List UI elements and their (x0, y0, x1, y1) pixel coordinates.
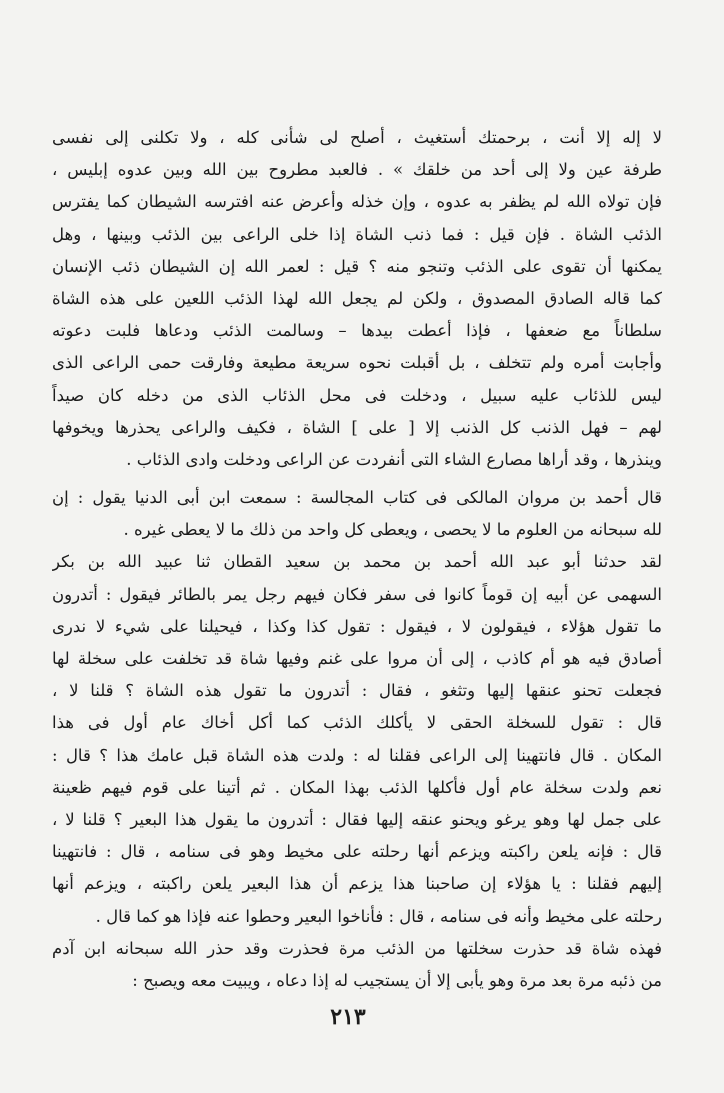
text-line: السهمى عن أبيه إن قوماً كانوا فى سفر فكان فيهم رجل يمر بالطائر فيقول : أتدرون (52, 584, 662, 604)
text-line: أصادق فيه هو أم كاذب ، إلى أن مروا على غنم وفيها شاة قد تخلفت على سخلة لها (52, 649, 662, 668)
page-number: ٢١٣ (330, 1004, 366, 1030)
text-line: قال أحمد بن مروان المالكى فى كتاب المجالسة : سمعت ابن أبى الدنيا يقول : إن (52, 488, 662, 508)
text-line: فجعلت تحنو عنقها إليها وتثغو ، فقال : أتدرون ما تقول هذه الشاة ؟ قلنا لا ، (52, 681, 662, 701)
text-line: قال : فإنه يلعن راكبته ويزعم أنها رحلته على مخيط وهو فى سنامه ، قال : فانتهينا (52, 842, 662, 862)
text-line: نعم ولدت سخلة عام أول فأكلها الذئب بهذا المكان . ثم أتينا على قوم فيهم ظعينة (52, 777, 662, 797)
paragraph (52, 122, 662, 476)
text-line: فإن تولاه الله لم يظفر به عدوه ، وإن خذله وأعرض عنه افترسه الشيطان كما يفترس (52, 192, 662, 212)
text-line: طرفة عين ولا إلى أحد من خلقك » . فالعبد مطروح بين الله وبين عدوه إبليس ، (52, 160, 662, 180)
text-line: على جمل لها وهو يرغو ويحنو عنقه إليها فقال : أتدرون ما يقول هذا البعير ؟ قلنا لا ، (52, 809, 662, 829)
text-line: كما قاله الصادق المصدوق ، ولكن لم يجعل الله لهذا الذئب اللعين على هذه الشاة (52, 288, 662, 308)
text-line: سلطاناً مع ضعفها ، فإذا أعطت بيدها – وسالمت الذئب ودعاها فلبت دعوته (52, 321, 662, 341)
text-line: فهذه شاة قد حذرت سخلتها من الذئب مرة فحذرت وقد حذر الله سبحانه ابن آدم (52, 938, 662, 958)
paragraph (52, 933, 662, 997)
text-line: لقد حدثنا أبو عبد الله أحمد بن محمد بن سعيد القطان ثنا عبيد الله بن بكر (52, 552, 662, 572)
paragraph (52, 546, 662, 932)
text-line: وينذرها ، وقد أراها مصارع الشاء التى أنفردت عن الراعى ودخلت وادى الذئاب . (126, 449, 662, 469)
paragraph (52, 482, 662, 546)
text-line: المكان . قال فانتهينا إلى الراعى فقلنا له : ولدت هذه الشاة قبل عامك هذا ؟ قال : (52, 745, 662, 765)
text-line: الذئب الشاة . فإن قيل : فما ذنب الشاة إذا خلى الراعى بين الذئب وبينها ، وهل (52, 224, 662, 244)
text-line: رحلته على مخيط وأنه فى سنامه ، قال : فأناخوا البعير وحطوا عنه فإذا هو كما قال . (95, 906, 662, 926)
text-line: يمكنها أن تقوى على الذئب وتنجو منه ؟ قيل : لعمر الله إن الشيطان ذئب الإنسان (52, 256, 662, 276)
text-line: لله سبحانه من العلوم ما لا يحصى ، ويعطى كل واحد من ذلك ما لا يعطى غيره . (123, 520, 662, 540)
text-line: إليهم فقلنا : يا هؤلاء إن صاحبنا هذا يزعم أن هذا البعير يلعن راكبته ، ويزعم أنها (52, 874, 662, 894)
text-line: ليس للذئاب عليه سبيل ، ودخلت فى محل الذئاب الذى من دخله كان صيداً (52, 385, 662, 405)
text-line: ما تقول هؤلاء ، فيقولون لا ، فيقول : تقول كذا وكذا ، فيحيلنا على شيء لا ندرى (52, 616, 662, 636)
page-body (52, 122, 662, 997)
text-line: من ذئبه مرة بعد مرة وهو يأبى إلا أن يستجيب له إذا دعاه ، ويبيت معه ويصبح : (132, 970, 662, 990)
text-line: لا إله إلا أنت ، برحمتك أستغيث ، أصلح لى شأنى كله ، ولا تكلنى إلى نفسى (52, 128, 662, 147)
text-line: لهم – فهل الذنب كل الذنب إلا [ على ] الشاة ، فكيف والراعى يحذرها ويخوفها (52, 417, 662, 437)
text-line: وأجابت أمره ولم تتخلف ، بل أقبلت نحوه سريعة مطيعة وفارقت حمى الراعى الذى (52, 353, 662, 373)
text-line: قال : تقول للسخلة الحقى لا يأكلك الذئب كما أكل أخاك عام أول فى هذا (52, 713, 662, 733)
